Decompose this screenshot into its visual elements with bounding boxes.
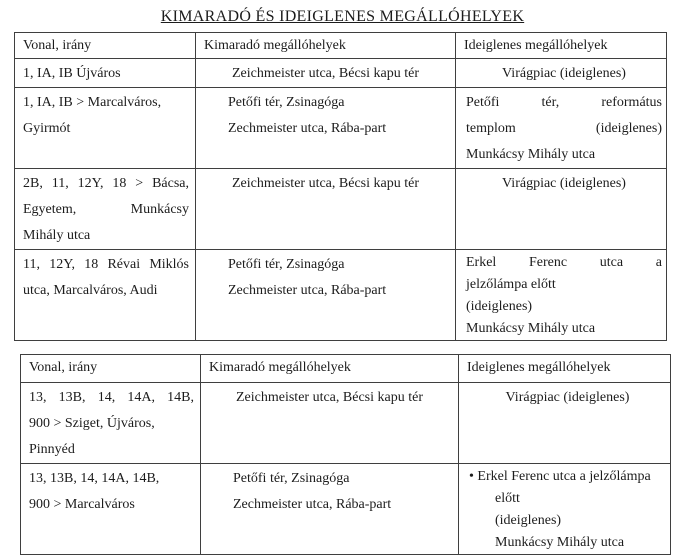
- t1-header-ideiglenes: Ideiglenes megállóhelyek: [456, 33, 667, 59]
- cell-omitted-stops: [196, 88, 456, 169]
- page-title: KIMARADÓ ÉS IDEIGLENES MEGÁLLÓHELYEK: [160, 8, 525, 25]
- cell-line: 1, IA, IB > Marcalváros,: [23, 95, 162, 110]
- cell-line: Munkácsy Mihály utca: [466, 321, 596, 336]
- cell-line-direction: [15, 88, 196, 169]
- cell-line: Zeichmeister utca, Bécsi kapu tér: [232, 176, 419, 191]
- cell-line: Virágpiac (ideiglenes): [502, 66, 626, 81]
- t1-header-kimarado: Kimaradó megállóhelyek: [196, 33, 456, 59]
- table-2-header-row: [21, 355, 671, 383]
- table-row: [15, 59, 667, 88]
- cell-temporary-stops: [456, 59, 667, 88]
- cell-temporary-stops: [459, 464, 671, 555]
- cell-line-direction: [15, 169, 196, 250]
- cell-omitted-stops: [201, 383, 459, 464]
- cell-omitted-stops: [196, 59, 456, 88]
- cell-line: Virágpiac (ideiglenes): [505, 390, 630, 405]
- t2-header-ideiglenes: Ideiglenes megállóhelyek: [459, 355, 671, 383]
- cell-temporary-stops: [456, 169, 667, 250]
- cell-line: 11, 12Y, 18 Révai Miklós: [23, 257, 189, 272]
- cell-line: Petőfi tér, Zsinagóga: [233, 471, 350, 486]
- stops-table-1: [14, 32, 667, 341]
- cell-line: Zechmeister utca, Rába-part: [233, 497, 392, 512]
- cell-omitted-stops: [196, 169, 456, 250]
- table-row: [21, 383, 671, 464]
- t1-header-vonal-irany: Vonal, irány: [15, 33, 196, 59]
- table-1-header-row: [15, 33, 667, 59]
- cell-line-direction: [15, 59, 196, 88]
- table-row: [15, 169, 667, 250]
- cell-line: Virágpiac (ideiglenes): [502, 176, 626, 191]
- cell-line: Erkel Ferenc utca a: [466, 255, 662, 270]
- cell-line: Gyirmót: [23, 121, 71, 136]
- cell-line: Zeichmeister utca, Bécsi kapu tér: [232, 66, 419, 81]
- cell-line: utca, Marcalváros, Audi: [23, 283, 158, 298]
- cell-temporary-stops: [456, 250, 667, 341]
- cell-line: Zeichmeister utca, Bécsi kapu tér: [236, 390, 423, 405]
- cell-line: • Erkel Ferenc utca a jelzőlámpa: [469, 469, 651, 484]
- cell-line: Pinnyéd: [29, 442, 75, 457]
- cell-line: 900 > Marcalváros: [29, 497, 135, 512]
- cell-line: Petőfi tér, Zsinagóga: [228, 257, 345, 272]
- cell-line: 13, 13B, 14, 14A, 14B,: [29, 471, 160, 486]
- cell-line: Munkácsy Mihály utca: [466, 147, 596, 162]
- cell-line: Zechmeister utca, Rába-part: [228, 283, 387, 298]
- cell-line: 13, 13B, 14, 14A, 14B,: [29, 390, 194, 405]
- t2-header-kimarado: Kimaradó megállóhelyek: [201, 355, 459, 383]
- cell-line: 1, IA, IB Újváros: [23, 66, 121, 81]
- cell-omitted-stops: [201, 464, 459, 555]
- cell-line: Munkácsy Mihály utca: [495, 535, 625, 550]
- cell-line: jelzőlámpa előtt: [466, 277, 556, 292]
- table-row: [15, 88, 667, 169]
- cell-line: (ideiglenes): [495, 513, 562, 528]
- table-row: [15, 250, 667, 341]
- cell-line: Petőfi tér, Zsinagóga: [228, 95, 345, 110]
- cell-omitted-stops: [196, 250, 456, 341]
- cell-temporary-stops: [459, 383, 671, 464]
- cell-line-direction: [21, 464, 201, 555]
- document-page: [0, 8, 685, 555]
- cell-line: templom (ideiglenes): [466, 121, 662, 136]
- cell-line: Egyetem, Munkácsy: [23, 202, 189, 217]
- cell-line-direction: [21, 383, 201, 464]
- stops-table-2: [20, 354, 671, 555]
- cell-line: előtt: [495, 491, 520, 506]
- cell-line-direction: [15, 250, 196, 341]
- cell-line: (ideiglenes): [466, 299, 533, 314]
- t2-header-vonal-irany: Vonal, irány: [21, 355, 201, 383]
- cell-line: 2B, 11, 12Y, 18 > Bácsa,: [23, 176, 189, 191]
- cell-line: Zechmeister utca, Rába-part: [228, 121, 387, 136]
- cell-temporary-stops: [456, 88, 667, 169]
- cell-line: Mihály utca: [23, 228, 91, 243]
- table-row: [21, 464, 671, 555]
- cell-line: Petőfi tér, református: [466, 95, 662, 110]
- cell-line: 900 > Sziget, Újváros,: [29, 416, 155, 431]
